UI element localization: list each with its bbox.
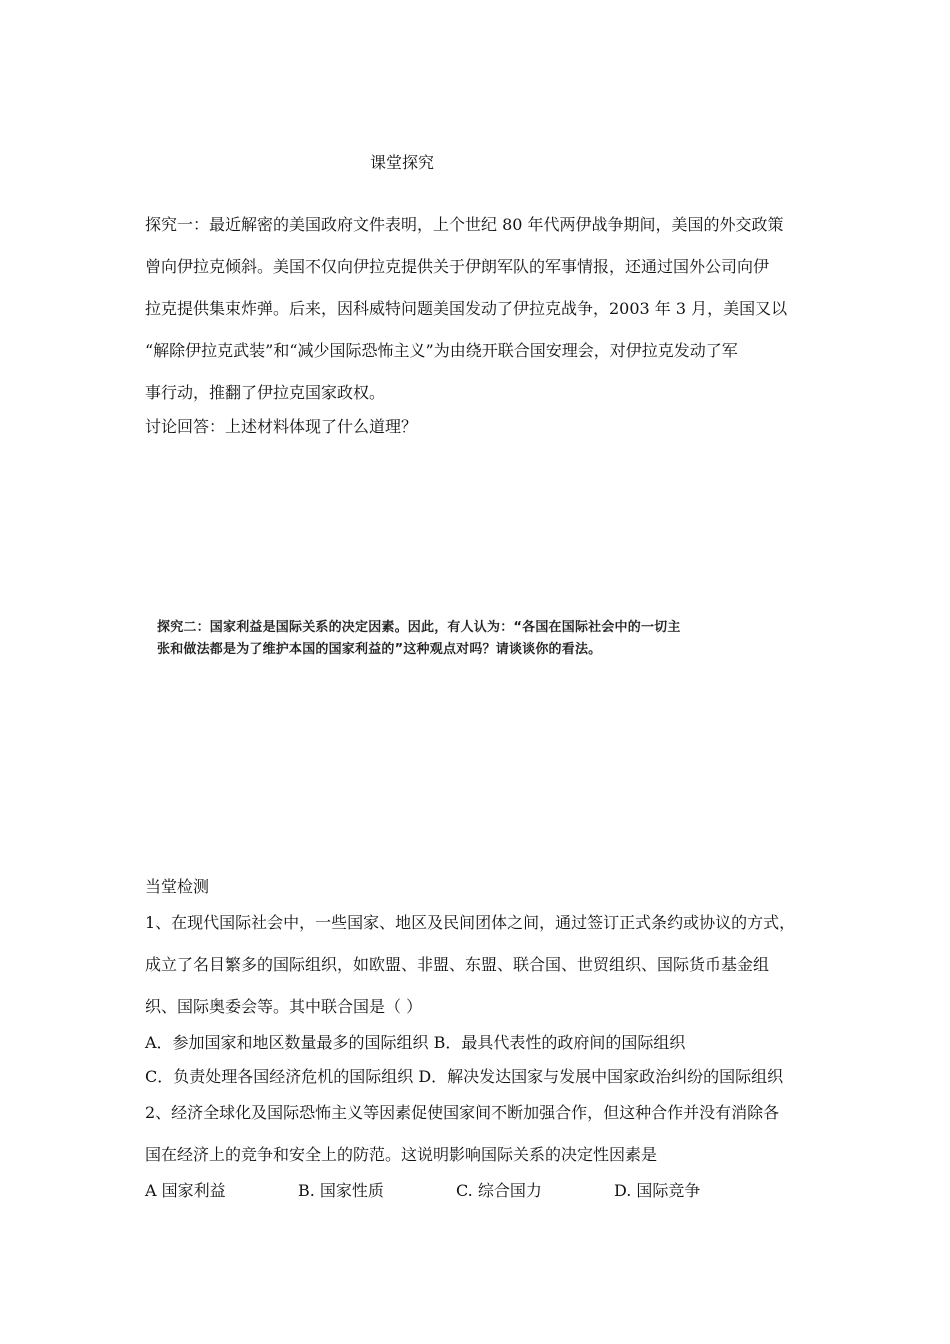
question-2-line: 国在经济上的竞争和安全上的防范。这说明影响国际关系的决定性因素是 bbox=[145, 1145, 658, 1164]
section-title: 课堂探究 bbox=[370, 153, 435, 172]
inquiry-1-line: 探究一：最近解密的美国政府文件表明，上个世纪 80 年代两伊战争期间，美国的外交政策 bbox=[145, 215, 784, 234]
question-2-option-b: B. 国家性质 bbox=[298, 1181, 384, 1200]
question-1-options-ab: A．参加国家和地区数量最多的国际组织 B．最具代表性的政府间的国际组织 bbox=[145, 1033, 686, 1052]
question-1-line: 成立了名目繁多的国际组织，如欧盟、非盟、东盟、联合国、世贸组织、国际货币基金组 bbox=[145, 955, 770, 974]
question-2-option-c: C. 综合国力 bbox=[456, 1181, 542, 1200]
question-1-line: 1、在现代国际社会中，一些国家、地区及民间团体之间，通过签订正式条约或协议的方式， bbox=[145, 913, 796, 932]
question-2-option-a: A 国家利益 bbox=[145, 1181, 226, 1200]
inquiry-1-line: 拉克提供集束炸弹。后来，因科威特问题美国发动了伊拉克战争，2003 年 3 月，美国又以 bbox=[145, 299, 788, 318]
inquiry-2-line: 探究二：国家利益是国际关系的决定因素。因此，有人认为：“各国在国际社会中的一切主 bbox=[157, 620, 681, 635]
inquiry-1-line: 曾向伊拉克倾斜。美国不仅向伊拉克提供关于伊朗军队的军事情报，还通过国外公司向伊 bbox=[145, 257, 770, 276]
inquiry-2-line: 张和做法都是为了维护本国的国家利益的”这种观点对吗？请谈谈你的看法。 bbox=[157, 642, 602, 657]
inquiry-1-question: 讨论回答：上述材料体现了什么道理？ bbox=[145, 417, 418, 436]
question-1-options-cd: C．负责处理各国经济危机的国际组织 D．解决发达国家与发展中国家政治纠纷的国际组织 bbox=[145, 1067, 784, 1086]
question-2-line: 2、经济全球化及国际恐怖主义等因素促使国家间不断加强合作，但这种合作并没有消除各 bbox=[145, 1103, 780, 1122]
test-heading: 当堂检测 bbox=[145, 877, 210, 896]
question-2-option-d: D. 国际竞争 bbox=[614, 1181, 701, 1200]
inquiry-1-line: 事行动，推翻了伊拉克国家政权。 bbox=[145, 383, 386, 402]
inquiry-1-line: “解除伊拉克武装”和“减少国际恐怖主义”为由绕开联合国安理会，对伊拉克发动了军 bbox=[145, 341, 738, 360]
question-1-line: 织、国际奥委会等。其中联合国是（ ） bbox=[145, 997, 423, 1016]
